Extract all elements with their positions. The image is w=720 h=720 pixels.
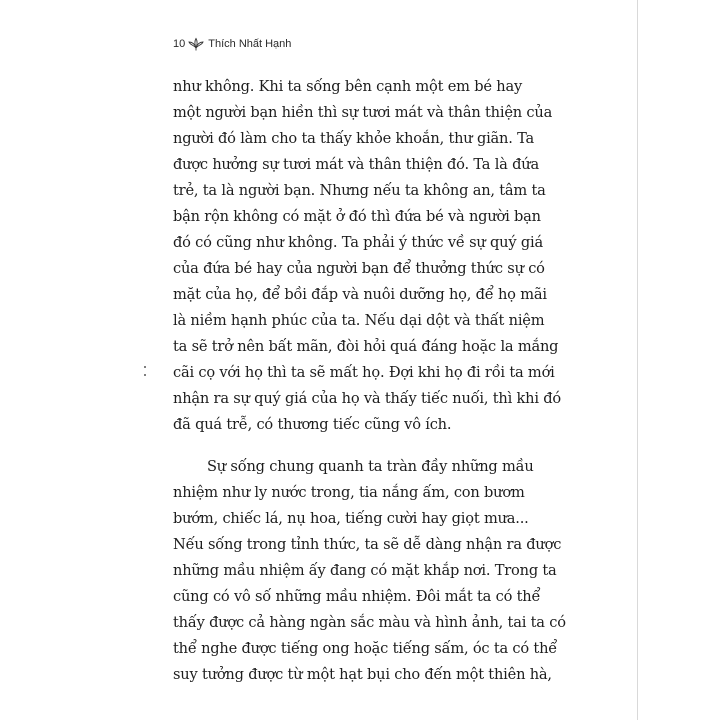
text-line: cãi cọ với họ thì ta sẽ mất họ. Đợi khi họ đi rồi ta mới (173, 364, 555, 381)
page-edge-line (637, 0, 638, 720)
text-line: Sự sống chung quanh ta tràn đầy những mầu (207, 458, 534, 475)
running-header (173, 36, 291, 52)
text-line: Nếu sống trong tỉnh thức, ta sẽ dễ dàng nhận ra được (173, 536, 562, 553)
text-line: nhiệm như ly nước trong, tia nắng ấm, con bươm (173, 484, 525, 501)
text-line: mặt của họ, để bồi đắp và nuôi dưỡng họ, để họ mãi (173, 286, 547, 303)
text-line: đã quá trễ, có thương tiếc cũng vô ích. (173, 416, 452, 433)
page-number: 10 (173, 38, 186, 50)
paragraph-gap (173, 438, 545, 454)
text-line: như không. Khi ta sống bên cạnh một em bé hay (173, 78, 523, 95)
text-line: suy tưởng được từ một hạt bụi cho đến một thiên hà, (173, 666, 552, 683)
text-line: người đó làm cho ta thấy khỏe khoắn, thư giãn. Ta (173, 130, 535, 147)
text-line: một người bạn hiền thì sự tươi mát và thân thiện của (173, 104, 553, 121)
paragraph-1 (173, 74, 562, 438)
text-line: thể nghe được tiếng ong hoặc tiếng sấm, óc ta có thể (173, 640, 558, 657)
text-line: được hưởng sự tươi mát và thân thiện đó. Ta là đứa (173, 156, 539, 173)
text-line: những mầu nhiệm ấy đang có mặt khắp nơi. Trong ta (173, 562, 557, 579)
body-text (173, 74, 566, 688)
text-line: ta sẽ trở nên bất mãn, đòi hỏi quá đáng hoặc la mắng (173, 338, 559, 355)
text-line: là niềm hạnh phúc của ta. Nếu dại dột và thất niệm (173, 312, 545, 329)
margin-mark (143, 366, 146, 376)
author-name: Thích Nhất Hạnh (208, 38, 292, 50)
flower-ornament-icon (188, 37, 204, 51)
text-line: của đứa bé hay của người bạn để thưởng thức sự có (173, 260, 545, 277)
text-line: bướm, chiếc lá, nụ hoa, tiếng cười hay giọt mưa... (173, 510, 529, 527)
text-line: thấy được cả hàng ngàn sắc màu và hình ảnh, tai ta có (173, 614, 566, 631)
text-line: cũng có vô số những mầu nhiệm. Đôi mắt ta có thể (173, 588, 541, 605)
text-line: trẻ, ta là người bạn. Nhưng nếu ta không an, tâm ta (173, 182, 546, 199)
text-line: nhận ra sự quý giá của họ và thấy tiếc nuối, thì khi đó (173, 390, 562, 407)
text-line: bận rộn không có mặt ở đó thì đứa bé và người bạn (173, 208, 541, 225)
paragraph-2 (173, 454, 566, 688)
text-line: đó có cũng như không. Ta phải ý thức về sự quý giá (173, 234, 543, 251)
